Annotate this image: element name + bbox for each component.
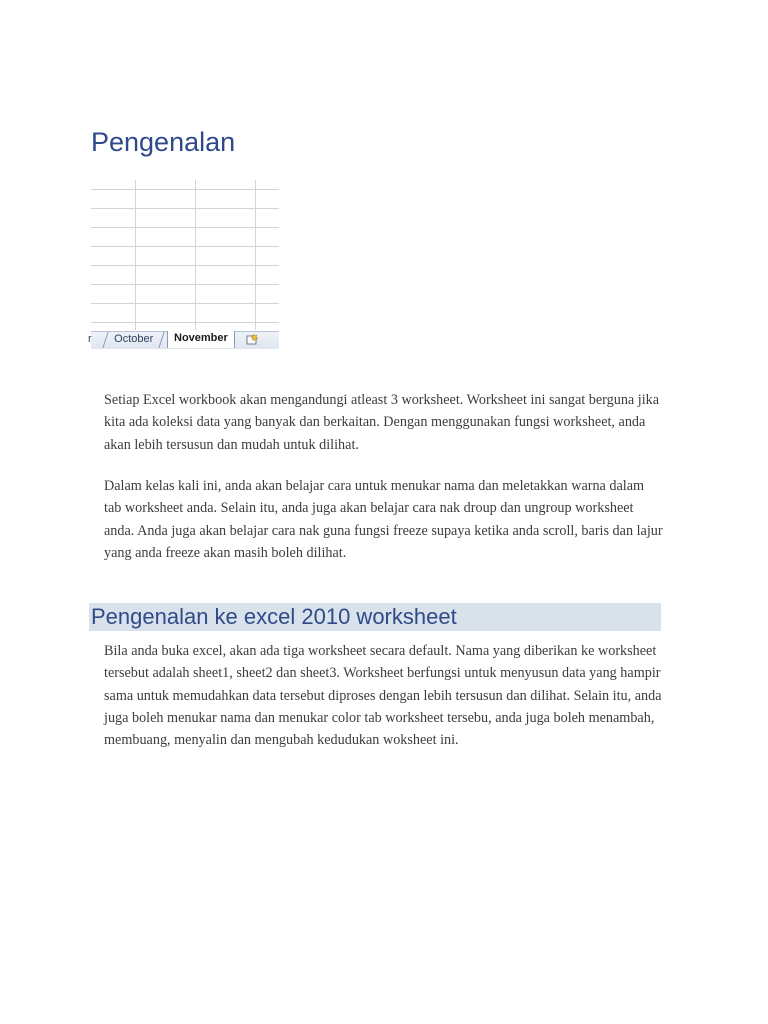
new-sheet-tab[interactable] [241,332,263,348]
worksheet-paragraph: Bila anda buka excel, akan ada tiga worksheet secara default. Nama yang diberikan ke worksheet tersebut adalah sheet1, sheet2 dan sheet3. Worksheet berfungsi untuk menyusun data yang hampir sama untuk memudahkan data tersebut diproses dengan lebih tersusun dan dilihat. Selain itu, anda juga boleh menukar nama dan menukar color tab worksheet tersebu, anda juga boleh menambah, membuang, menyalin dan mengubah kedudukan woksheet ini. [104,643,662,749]
sheet-tab-partial[interactable]: r [88,333,92,345]
sheet-tab-bar [88,331,279,349]
intro-paragraph: Setiap Excel workbook akan mengandungi atleast 3 worksheet. Worksheet ini sangat berguna jika kita ada koleksi data yang banyak dan berkaitan. Dengan menggunakan fungsi worksheet, anda akan lebih tersusun dan mudah untuk dilihat. [104,392,660,453]
sheet-tab-october-label: October [114,333,154,345]
sheet-tab-october[interactable] [102,332,164,348]
page-heading: Pengenalan [91,127,236,157]
spreadsheet-grid [91,180,279,330]
sheet-tab-november[interactable]: November [167,331,235,348]
excel-sheet-tabs-image [88,180,279,348]
lesson-paragraph: Dalam kelas kali ini, anda akan belajar cara untuk menukar nama dan meletakkan warna dalam tab worksheet anda. Selain itu, anda juga akan belajar cara nak droup dan ungroup worksheet anda. Anda juga akan belajar cara nak guna fungsi freeze supaya ketika anda scroll, baris dan lajur yang anda freeze akan masih boleh dilihat. [104,478,663,561]
section-heading: Pengenalan ke excel 2010 worksheet [91,604,457,629]
new-sheet-icon [245,334,259,346]
